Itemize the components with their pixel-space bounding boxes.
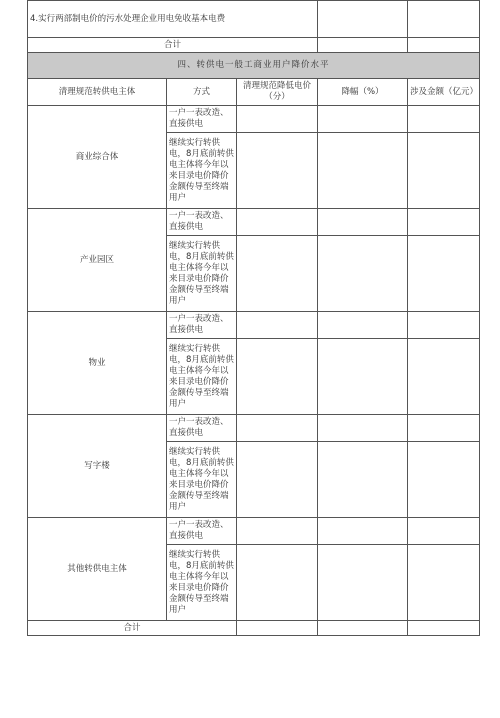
header-amount: 涉及金额（亿元） xyxy=(408,79,480,106)
value-cell xyxy=(318,339,408,415)
header-subject: 清理规范转供电主体 xyxy=(28,79,167,106)
value-cell xyxy=(318,106,408,133)
value-cell xyxy=(408,518,480,545)
table-row xyxy=(28,312,480,339)
value-cell xyxy=(237,236,318,312)
value-cell xyxy=(237,518,318,545)
value-cell xyxy=(237,621,318,636)
value-cell xyxy=(237,415,318,442)
subtotal-label: 合计 xyxy=(28,38,318,53)
subtotal-row xyxy=(28,38,480,53)
item4-cell-amount xyxy=(408,1,480,38)
mode-continue: 继续实行转供电，8月底前转供电主体将今年以来目录电价降价金额传导至终端用户 xyxy=(167,545,237,621)
header-mode: 方式 xyxy=(167,79,237,106)
value-cell xyxy=(408,209,480,236)
value-cell xyxy=(408,312,480,339)
value-cell xyxy=(318,518,408,545)
table-row xyxy=(28,209,480,236)
value-cell xyxy=(237,209,318,236)
value-cell xyxy=(408,133,480,209)
mode-continue: 继续实行转供电，8月底前转供电主体将今年以来目录电价降价金额传导至终端用户 xyxy=(167,236,237,312)
section4-title: 四、转供电一般工商业用户降价水平 xyxy=(28,53,480,79)
value-cell xyxy=(237,339,318,415)
value-cell xyxy=(408,236,480,312)
mode-direct: 一户一表改造、直接供电 xyxy=(167,415,237,442)
item4-cell-pct xyxy=(318,1,408,38)
value-cell xyxy=(237,545,318,621)
value-cell xyxy=(237,312,318,339)
value-cell xyxy=(408,415,480,442)
value-cell xyxy=(318,133,408,209)
mode-continue: 继续实行转供电，8月底前转供电主体将今年以来目录电价降价金额传导至终端用户 xyxy=(167,442,237,518)
table-row xyxy=(28,518,480,545)
value-cell xyxy=(318,545,408,621)
mode-continue: 继续实行转供电，8月底前转供电主体将今年以来目录电价降价金额传导至终端用户 xyxy=(167,133,237,209)
value-cell xyxy=(408,545,480,621)
mode-direct: 一户一表改造、直接供电 xyxy=(167,312,237,339)
value-cell xyxy=(318,442,408,518)
value-cell xyxy=(318,415,408,442)
subtotal-cell-amount xyxy=(408,38,480,53)
item4-row xyxy=(28,1,480,38)
subject-name: 写字楼 xyxy=(28,415,167,518)
mode-continue: 继续实行转供电，8月底前转供电主体将今年以来目录电价降价金额传导至终端用户 xyxy=(167,339,237,415)
value-cell xyxy=(237,133,318,209)
table-row xyxy=(28,415,480,442)
value-cell xyxy=(408,621,480,636)
subject-name: 物业 xyxy=(28,312,167,415)
value-cell xyxy=(408,339,480,415)
mode-direct: 一户一表改造、直接供电 xyxy=(167,209,237,236)
column-header-row xyxy=(28,79,480,106)
value-cell xyxy=(237,106,318,133)
header-reduced-price: 清理规范降低电价（分） xyxy=(237,79,318,106)
section4-header-row xyxy=(28,53,480,79)
subtotal-cell-pct xyxy=(318,38,408,53)
value-cell xyxy=(318,209,408,236)
subject-name: 产业园区 xyxy=(28,209,167,312)
price-table xyxy=(27,0,480,636)
subject-name: 商业综合体 xyxy=(28,106,167,209)
total-row xyxy=(28,621,480,636)
mode-direct: 一户一表改造、直接供电 xyxy=(167,518,237,545)
item4-label: 4.实行两部制电价的污水处理企业用电免收基本电费 xyxy=(28,1,318,38)
total-label: 合计 xyxy=(28,621,237,636)
value-cell xyxy=(408,106,480,133)
header-decrease-pct: 降幅（%） xyxy=(318,79,408,106)
value-cell xyxy=(318,236,408,312)
value-cell xyxy=(318,312,408,339)
value-cell xyxy=(408,442,480,518)
mode-direct: 一户一表改造、直接供电 xyxy=(167,106,237,133)
value-cell xyxy=(318,621,408,636)
table-row xyxy=(28,106,480,133)
subject-name: 其他转供电主体 xyxy=(28,518,167,621)
value-cell xyxy=(237,442,318,518)
